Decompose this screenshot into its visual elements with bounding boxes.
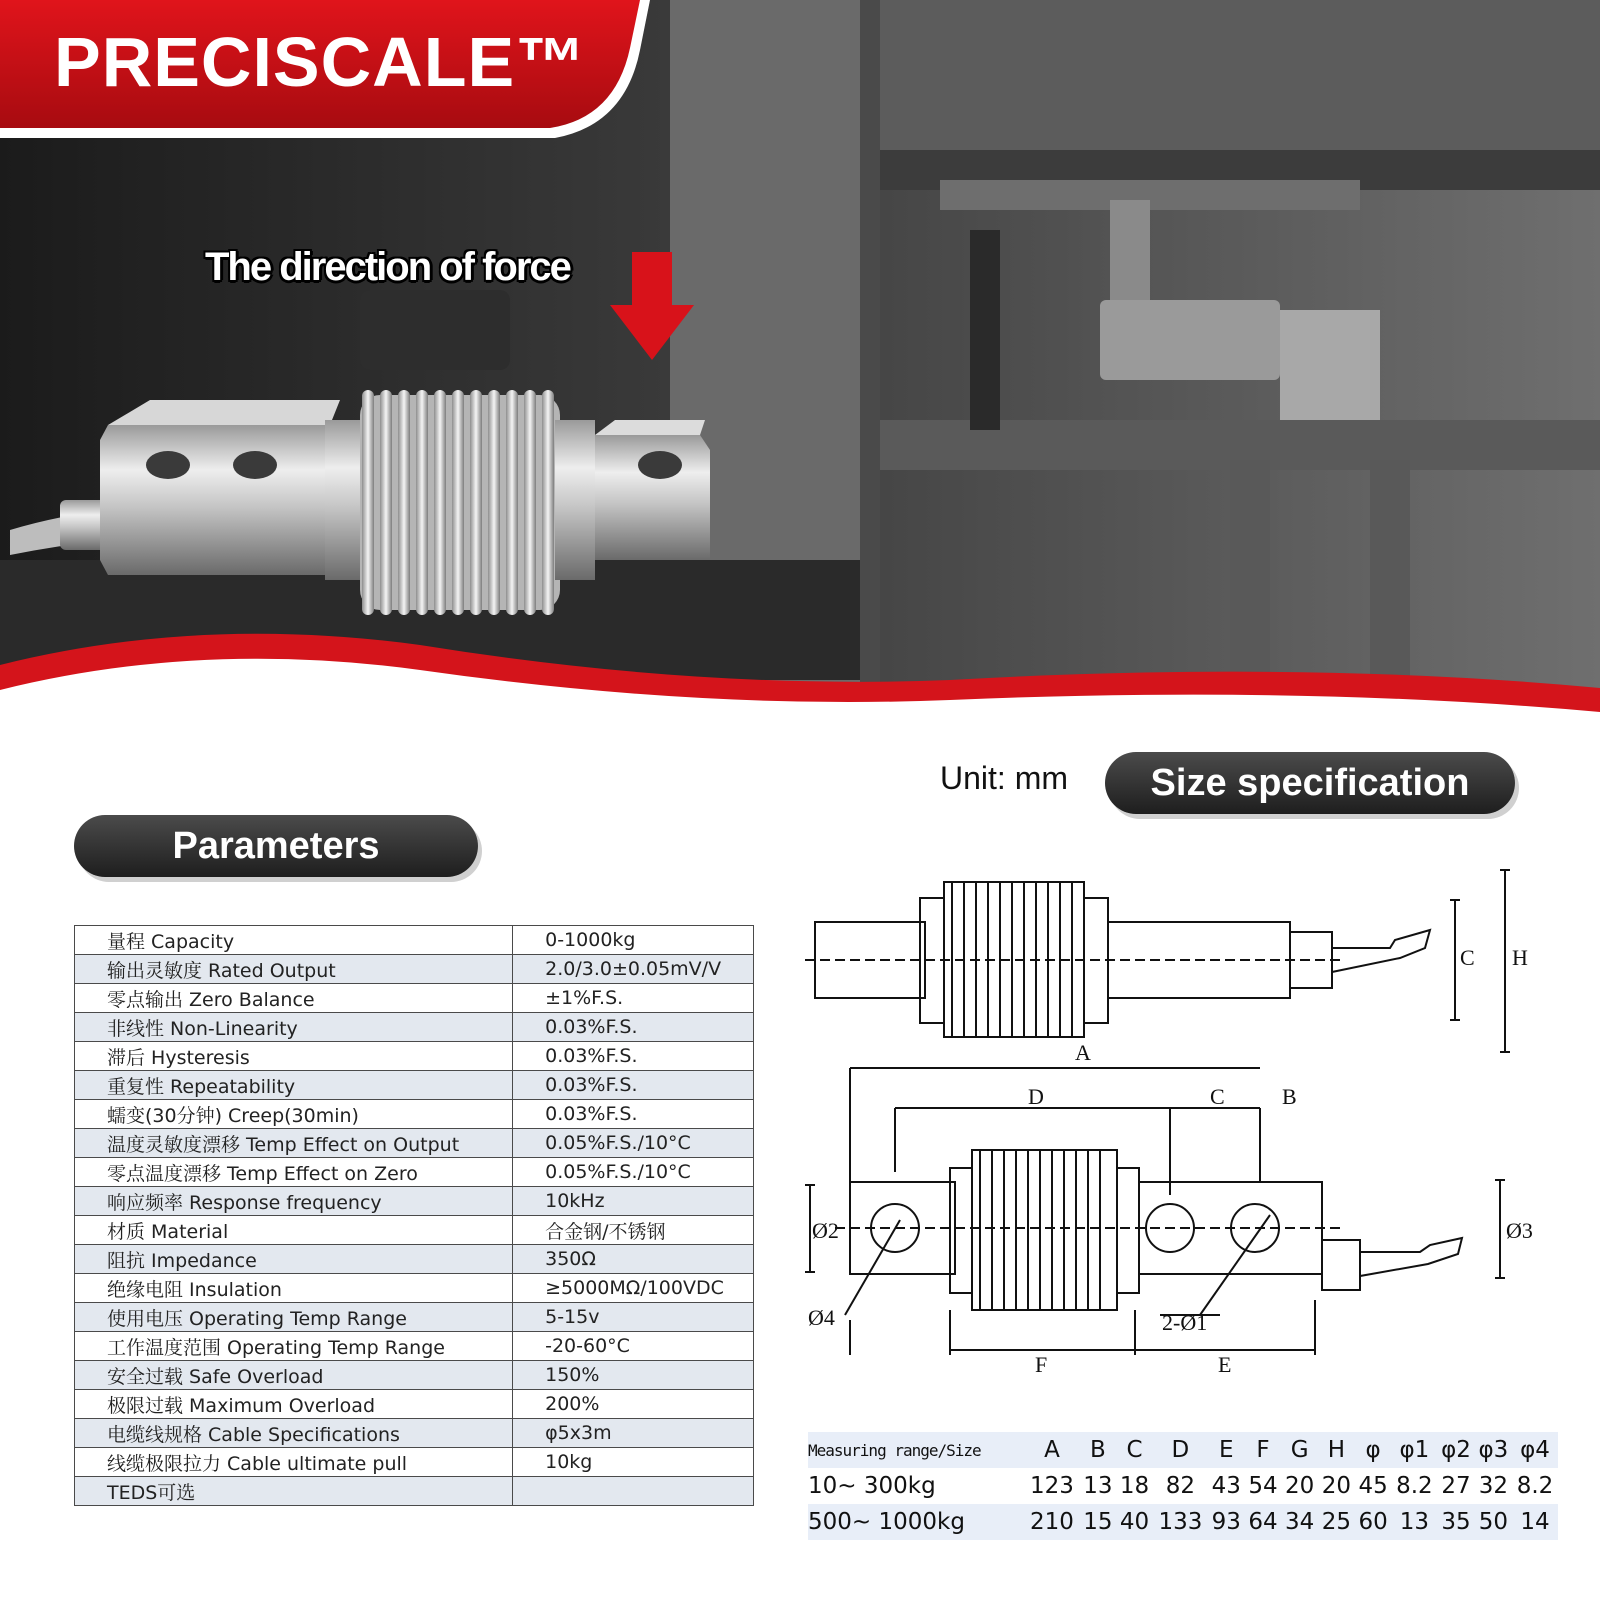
param-value: 150% [513, 1361, 754, 1390]
table-row [75, 1419, 754, 1448]
size-cell: 82 [1165, 1473, 1196, 1499]
size-header-cell: D [1171, 1437, 1190, 1463]
dimension-drawing [800, 860, 1580, 1420]
param-value: 5-15v [513, 1303, 754, 1332]
table-row [75, 1332, 754, 1361]
param-label: 极限过载 Maximum Overload [75, 1390, 513, 1419]
size-header-cell: φ3 [1478, 1437, 1509, 1463]
param-value: 200% [513, 1390, 754, 1419]
size-header-cell: H [1327, 1437, 1346, 1463]
size-table-header [808, 1432, 1558, 1468]
dim-label-top-c: C [1460, 945, 1475, 970]
param-label: 重复性 Repeatability [75, 1071, 513, 1100]
size-cell: 8.2 [1516, 1473, 1554, 1499]
size-header-cell: φ2 [1441, 1437, 1471, 1463]
param-label: 蠕变(30分钟) Creep(30min) [75, 1100, 513, 1129]
dim-label-d: D [1028, 1084, 1044, 1109]
param-label: 线缆极限拉力 Cable ultimate pull [75, 1448, 513, 1477]
dim-label-b: B [1282, 1084, 1297, 1109]
param-value: 350Ω [513, 1245, 754, 1274]
param-value: 0.03%F.S. [513, 1071, 754, 1100]
param-label: TEDS可选 [75, 1477, 513, 1506]
dim-label-holes: 2-Ø1 [1162, 1310, 1208, 1335]
parameters-title: Parameters [74, 815, 478, 877]
param-label: 输出灵敏度 Rated Output [75, 955, 513, 984]
param-value: 10kHz [513, 1187, 754, 1216]
size-cell: 54 [1248, 1473, 1278, 1499]
param-label: 安全过载 Safe Overload [75, 1361, 513, 1390]
dim-label-top-h: H [1512, 945, 1528, 970]
size-cell: 40 [1119, 1509, 1150, 1535]
size-header-cell: φ [1365, 1437, 1381, 1463]
size-header-cell: φ1 [1399, 1437, 1430, 1463]
hero-photo [0, 0, 1600, 730]
size-cell: 64 [1248, 1509, 1278, 1535]
size-cell: 60 [1358, 1509, 1388, 1535]
size-cell: 34 [1285, 1509, 1315, 1535]
table-row [75, 926, 754, 955]
size-cell: 50 [1478, 1509, 1508, 1535]
size-cell: 15 [1083, 1509, 1113, 1535]
dim-label-a: A [1075, 1040, 1091, 1065]
size-cell: 8.2 [1396, 1473, 1433, 1499]
size-cell: 20 [1285, 1473, 1315, 1499]
table-row [75, 1274, 754, 1303]
param-value: 0.03%F.S. [513, 1100, 754, 1129]
size-cell: 27 [1441, 1473, 1471, 1499]
hero-banner [0, 0, 1600, 730]
size-cell: 210 [1030, 1509, 1074, 1535]
table-row [75, 955, 754, 984]
size-cell: 25 [1321, 1509, 1352, 1535]
table-row [75, 1071, 754, 1100]
size-spec-title: Size specification [1105, 752, 1515, 814]
table-row [75, 1100, 754, 1129]
param-label: 材质 Material [75, 1216, 513, 1245]
size-cell: 13 [1399, 1509, 1429, 1535]
table-row [75, 1448, 754, 1477]
dim-label-phi2: Ø2 [812, 1218, 839, 1243]
size-cell: 43 [1211, 1473, 1241, 1499]
size-cell: 13 [1083, 1473, 1113, 1499]
param-value: φ5x3m [513, 1419, 754, 1448]
table-row [75, 1158, 754, 1187]
dim-label-f: F [1035, 1352, 1048, 1377]
param-label: 响应频率 Response frequency [75, 1187, 513, 1216]
size-cell: 123 [1030, 1473, 1074, 1499]
size-header-cell: G [1290, 1437, 1309, 1463]
size-header-cell: F [1256, 1437, 1270, 1463]
size-cell: 45 [1358, 1473, 1388, 1499]
table-row [75, 1013, 754, 1042]
table-row [75, 984, 754, 1013]
bellows-shape [360, 390, 560, 615]
param-value: 合金钢/不锈钢 [513, 1216, 754, 1245]
param-label: 非线性 Non-Linearity [75, 1013, 513, 1042]
param-label: 工作温度范围 Operating Temp Range [75, 1332, 513, 1361]
param-label: 使用电压 Operating Temp Range [75, 1303, 513, 1332]
param-label: 量程 Capacity [75, 926, 513, 955]
size-cell: 10~ 300kg [808, 1473, 936, 1499]
size-header-cell: A [1044, 1437, 1060, 1463]
table-row [75, 1477, 754, 1506]
size-cell: 35 [1441, 1509, 1471, 1535]
size-table [808, 1432, 1558, 1540]
force-direction-label: The direction of force [205, 245, 570, 289]
size-header-cell: C [1126, 1437, 1143, 1463]
param-label: 温度灵敏度漂移 Temp Effect on Output [75, 1129, 513, 1158]
parameters-table [74, 925, 754, 1506]
param-value: 0-1000kg [513, 926, 754, 955]
table-row [75, 1187, 754, 1216]
table-row [75, 1042, 754, 1071]
table-row [75, 1303, 754, 1332]
dim-label-phi4: Ø4 [808, 1305, 835, 1330]
param-value [513, 1477, 754, 1506]
dim-label-c: C [1210, 1084, 1225, 1109]
size-cell: 93 [1211, 1509, 1241, 1535]
dim-label-phi3: Ø3 [1506, 1218, 1533, 1243]
param-value: 0.05%F.S./10°C [513, 1158, 754, 1187]
size-header-cell: Measuring range/Size [808, 1440, 981, 1460]
brand-logo: PRECISCALE™ [54, 23, 587, 101]
size-header-cell: E [1219, 1437, 1234, 1463]
size-header-cell: φ4 [1520, 1437, 1550, 1463]
table-row [75, 1245, 754, 1274]
table-row [75, 1361, 754, 1390]
size-header-cell: B [1089, 1437, 1106, 1463]
size-cell: 133 [1158, 1509, 1203, 1535]
param-value: ≥5000MΩ/100VDC [513, 1274, 754, 1303]
size-cell: 14 [1520, 1509, 1550, 1535]
table-row [75, 1129, 754, 1158]
param-value: 2.0/3.0±0.05mV/V [513, 955, 754, 984]
table-row [808, 1504, 1558, 1540]
param-value: 0.03%F.S. [513, 1042, 754, 1071]
dim-label-e: E [1218, 1352, 1232, 1377]
param-label: 零点温度漂移 Temp Effect on Zero [75, 1158, 513, 1187]
size-cell: 32 [1478, 1473, 1508, 1499]
param-label: 阻抗 Impedance [75, 1245, 513, 1274]
param-value: 10kg [513, 1448, 754, 1477]
param-value: 0.05%F.S./10°C [513, 1129, 754, 1158]
param-label: 电缆线规格 Cable Specifications [75, 1419, 513, 1448]
param-label: 滞后 Hysteresis [75, 1042, 513, 1071]
param-value: ±1%F.S. [513, 984, 754, 1013]
param-value: 0.03%F.S. [513, 1013, 754, 1042]
unit-label: Unit: mm [940, 760, 1068, 796]
param-label: 绝缘电阻 Insulation [75, 1274, 513, 1303]
size-cell: 20 [1321, 1473, 1352, 1499]
table-row [808, 1468, 1558, 1504]
size-cell: 500~ 1000kg [808, 1509, 965, 1535]
table-row [75, 1216, 754, 1245]
table-row [75, 1390, 754, 1419]
size-cell: 18 [1119, 1473, 1150, 1499]
param-label: 零点输出 Zero Balance [75, 984, 513, 1013]
param-value: -20-60°C [513, 1332, 754, 1361]
